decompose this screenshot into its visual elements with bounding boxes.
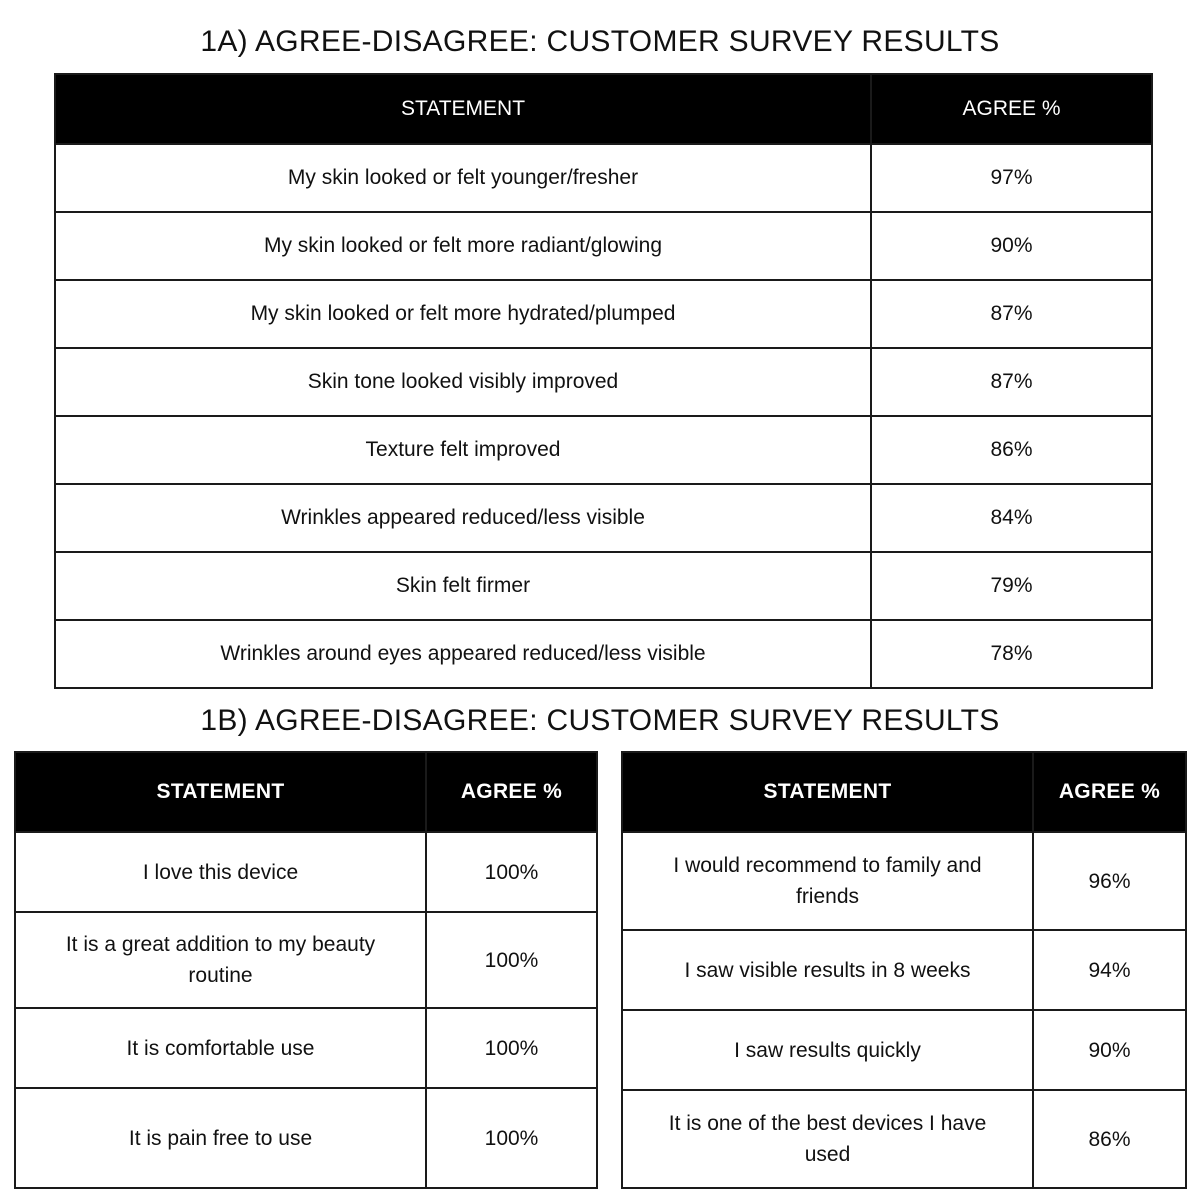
table-row bbox=[622, 1010, 1186, 1090]
statement-cell: My skin looked or felt more hydrated/plumped bbox=[55, 280, 871, 348]
agree-percent-cell: 100% bbox=[426, 832, 597, 912]
agree-percent-column-header: AGREE % bbox=[1033, 752, 1186, 832]
table-header-row bbox=[622, 752, 1186, 832]
agree-percent-cell: 86% bbox=[871, 416, 1152, 484]
table-header-row bbox=[55, 74, 1152, 144]
agree-percent-column-header: AGREE % bbox=[426, 752, 597, 832]
agree-percent-cell: 90% bbox=[871, 212, 1152, 280]
table-row bbox=[622, 1090, 1186, 1188]
table-row bbox=[55, 416, 1152, 484]
statement-cell: Wrinkles around eyes appeared reduced/less visible bbox=[55, 620, 871, 688]
statement-cell: Texture felt improved bbox=[55, 416, 871, 484]
table-row bbox=[622, 832, 1186, 930]
statement-cell: I saw visible results in 8 weeks bbox=[622, 930, 1033, 1010]
statement-column-header: STATEMENT bbox=[622, 752, 1033, 832]
table-row bbox=[55, 484, 1152, 552]
table-row bbox=[55, 348, 1152, 416]
statement-cell: I would recommend to family and friends bbox=[622, 832, 1033, 930]
agree-percent-cell: 87% bbox=[871, 280, 1152, 348]
statement-cell: My skin looked or felt more radiant/glowing bbox=[55, 212, 871, 280]
statement-column-header: STATEMENT bbox=[55, 74, 871, 144]
table-row bbox=[15, 912, 597, 1008]
table-row bbox=[55, 212, 1152, 280]
agree-percent-cell: 79% bbox=[871, 552, 1152, 620]
table-row bbox=[55, 144, 1152, 212]
statement-cell: It is one of the best devices I have used bbox=[622, 1090, 1033, 1188]
statement-cell: My skin looked or felt younger/fresher bbox=[55, 144, 871, 212]
survey-table-1b-left bbox=[14, 751, 598, 1189]
table-row bbox=[15, 1088, 597, 1188]
statement-cell: Skin felt firmer bbox=[55, 552, 871, 620]
statement-cell: Skin tone looked visibly improved bbox=[55, 348, 871, 416]
agree-percent-cell: 100% bbox=[426, 912, 597, 1008]
agree-percent-cell: 100% bbox=[426, 1008, 597, 1088]
agree-percent-cell: 96% bbox=[1033, 832, 1186, 930]
section-1a-title: 1A) AGREE-DISAGREE: CUSTOMER SURVEY RESULTS bbox=[200, 25, 1000, 58]
table-header-row bbox=[15, 752, 597, 832]
statement-cell: I saw results quickly bbox=[622, 1010, 1033, 1090]
table-row bbox=[15, 1008, 597, 1088]
agree-percent-cell: 94% bbox=[1033, 930, 1186, 1010]
agree-percent-column-header: AGREE % bbox=[871, 74, 1152, 144]
statement-cell: I love this device bbox=[15, 832, 426, 912]
agree-percent-cell: 87% bbox=[871, 348, 1152, 416]
agree-percent-cell: 86% bbox=[1033, 1090, 1186, 1188]
table-row bbox=[622, 930, 1186, 1010]
section-1b-title: 1B) AGREE-DISAGREE: CUSTOMER SURVEY RESULTS bbox=[200, 704, 1000, 737]
table-row bbox=[55, 620, 1152, 688]
agree-percent-cell: 84% bbox=[871, 484, 1152, 552]
statement-cell: Wrinkles appeared reduced/less visible bbox=[55, 484, 871, 552]
agree-percent-cell: 97% bbox=[871, 144, 1152, 212]
table-row bbox=[55, 280, 1152, 348]
table-row bbox=[55, 552, 1152, 620]
survey-table-1b-right bbox=[621, 751, 1187, 1189]
agree-percent-cell: 90% bbox=[1033, 1010, 1186, 1090]
statement-cell: It is a great addition to my beauty routine bbox=[15, 912, 426, 1008]
agree-percent-cell: 78% bbox=[871, 620, 1152, 688]
statement-column-header: STATEMENT bbox=[15, 752, 426, 832]
statement-cell: It is comfortable use bbox=[15, 1008, 426, 1088]
agree-percent-cell: 100% bbox=[426, 1088, 597, 1188]
table-row bbox=[15, 832, 597, 912]
statement-cell: It is pain free to use bbox=[15, 1088, 426, 1188]
survey-table-1a bbox=[54, 73, 1153, 689]
